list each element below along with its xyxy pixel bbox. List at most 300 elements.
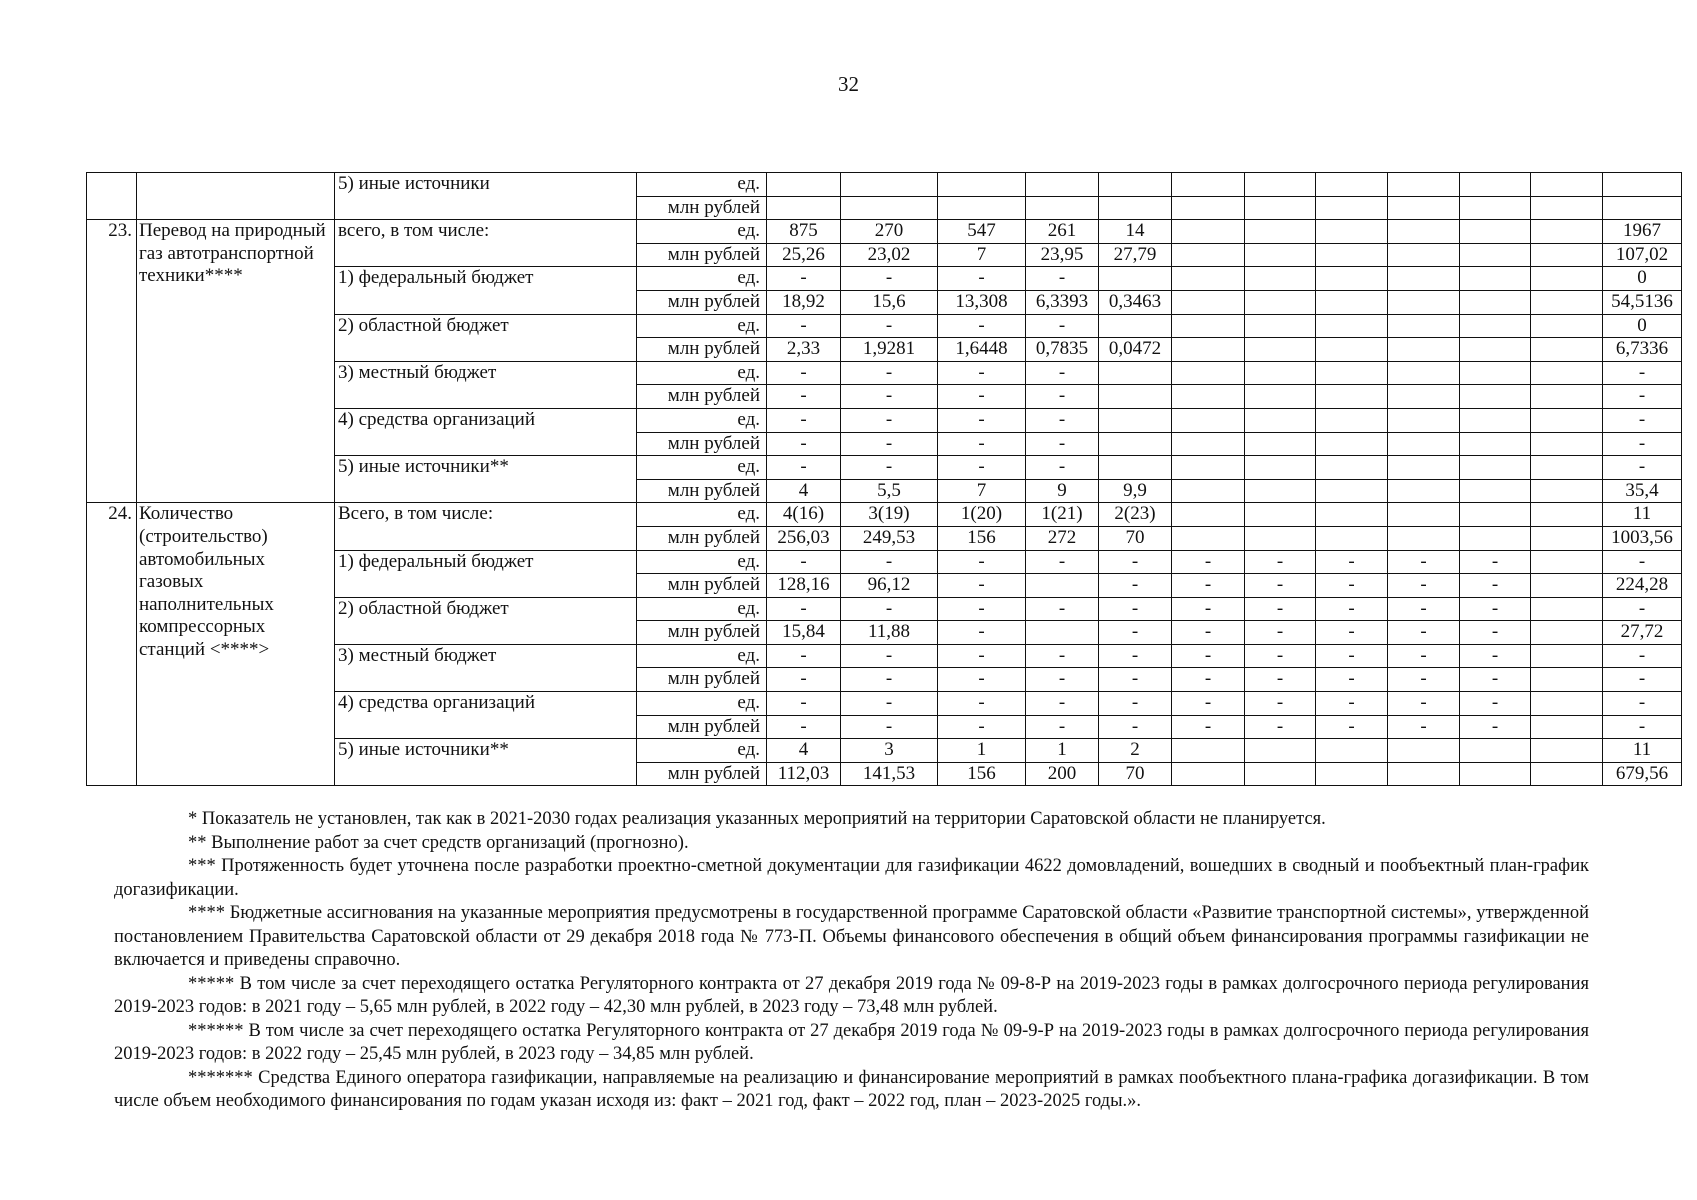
value-cell: 156 — [938, 762, 1026, 786]
value-cell: 1(20) — [938, 503, 1026, 527]
value-cell — [1388, 314, 1460, 338]
value-cell — [1460, 267, 1531, 291]
value-cell: - — [841, 597, 938, 621]
value-cell: - — [1245, 644, 1316, 668]
value-cell — [767, 196, 841, 220]
value-cell: - — [1460, 692, 1531, 716]
unit-cell: ед. — [637, 361, 767, 385]
value-cell — [1245, 762, 1316, 786]
value-cell: - — [1388, 668, 1460, 692]
value-cell: 2,33 — [767, 338, 841, 362]
value-cell: 141,53 — [841, 762, 938, 786]
value-cell: - — [1245, 597, 1316, 621]
funding-source: 5) иные источники** — [335, 739, 637, 786]
funding-source: 3) местный бюджет — [335, 361, 637, 408]
value-cell — [1388, 338, 1460, 362]
value-cell — [1245, 267, 1316, 291]
value-cell — [1026, 173, 1099, 197]
value-cell — [1460, 173, 1531, 197]
value-cell: - — [841, 668, 938, 692]
value-cell — [1316, 408, 1388, 432]
value-cell — [1172, 762, 1245, 786]
value-cell — [1172, 526, 1245, 550]
value-cell — [1172, 338, 1245, 362]
value-cell — [1316, 479, 1388, 503]
value-cell: - — [1460, 668, 1531, 692]
total-cell: 35,4 — [1603, 479, 1682, 503]
value-cell — [1172, 432, 1245, 456]
unit-cell: млн рублей — [637, 621, 767, 645]
value-cell — [1388, 526, 1460, 550]
value-cell: 23,02 — [841, 243, 938, 267]
value-cell: - — [841, 456, 938, 480]
unit-cell: млн рублей — [637, 668, 767, 692]
footnote: * Показатель не установлен, так как в 2021-2030 годах реализация указанных мероприятий на территории Саратовской области не планируется. — [188, 809, 1326, 829]
value-cell: - — [938, 432, 1026, 456]
total-cell: 679,56 — [1603, 762, 1682, 786]
value-cell: - — [1316, 715, 1388, 739]
value-cell: - — [1172, 550, 1245, 574]
value-cell — [1245, 526, 1316, 550]
value-cell: - — [1026, 644, 1099, 668]
value-cell — [1388, 408, 1460, 432]
unit-cell: ед. — [637, 644, 767, 668]
unit-cell: ед. — [637, 408, 767, 432]
value-cell: - — [841, 644, 938, 668]
value-cell: - — [767, 644, 841, 668]
value-cell — [1099, 267, 1172, 291]
value-cell — [1531, 762, 1603, 786]
value-cell — [1531, 597, 1603, 621]
value-cell: - — [1316, 644, 1388, 668]
total-cell: 1967 — [1603, 220, 1682, 244]
value-cell — [1603, 173, 1682, 197]
value-cell: 25,26 — [767, 243, 841, 267]
total-cell: - — [1603, 385, 1682, 409]
value-cell — [1316, 526, 1388, 550]
total-cell: - — [1603, 408, 1682, 432]
value-cell — [1172, 408, 1245, 432]
value-cell — [1531, 408, 1603, 432]
value-cell: 270 — [841, 220, 938, 244]
value-cell — [1172, 739, 1245, 763]
value-cell: - — [1388, 597, 1460, 621]
value-cell — [1460, 762, 1531, 786]
value-cell: - — [1099, 597, 1172, 621]
value-cell — [1316, 338, 1388, 362]
value-cell — [938, 173, 1026, 197]
value-cell: - — [1316, 574, 1388, 598]
value-cell: - — [1172, 644, 1245, 668]
value-cell: - — [1245, 668, 1316, 692]
value-cell — [1245, 432, 1316, 456]
value-cell — [1099, 456, 1172, 480]
unit-cell: ед. — [637, 550, 767, 574]
value-cell — [1460, 290, 1531, 314]
value-cell: - — [841, 267, 938, 291]
value-cell — [1099, 408, 1172, 432]
value-cell: - — [767, 432, 841, 456]
value-cell: 249,53 — [841, 526, 938, 550]
value-cell: - — [1316, 550, 1388, 574]
value-cell — [1388, 267, 1460, 291]
value-cell: 4 — [767, 739, 841, 763]
value-cell — [1245, 338, 1316, 362]
value-cell: - — [938, 574, 1026, 598]
value-cell — [1388, 196, 1460, 220]
footnote: ******* Средства Единого оператора газификации, направляемые на реализацию и финансирование мероприятий в рамках пообъектного плана-графика догазификации. В том числе объем необходимого финансирования по годам указан исходя из: факт – 2021 год, факт – 2022 год, план – 2023-2025 годы.». — [114, 1067, 1589, 1111]
value-cell: 6,3393 — [1026, 290, 1099, 314]
unit-cell: млн рублей — [637, 574, 767, 598]
value-cell — [1460, 385, 1531, 409]
total-cell: 107,02 — [1603, 243, 1682, 267]
funding-source: всего, в том числе: — [335, 220, 637, 267]
value-cell: - — [1388, 621, 1460, 645]
row-number: 24. — [87, 503, 137, 786]
footnote: ****** В том числе за счет переходящего остатка Регуляторного контракта от 27 декабря 2019 года № 09-9-Р на 2019-2023 годы в рамках долгосрочного периода регулирования 2019-2023 годов: в 2022 году – 25,45 млн рублей, в 2023 году – 34,85 млн рублей. — [114, 1020, 1589, 1064]
value-cell: 5,5 — [841, 479, 938, 503]
value-cell: - — [1460, 621, 1531, 645]
total-cell: - — [1603, 715, 1682, 739]
value-cell — [1460, 479, 1531, 503]
value-cell — [1316, 267, 1388, 291]
value-cell: - — [1388, 574, 1460, 598]
value-cell — [1099, 173, 1172, 197]
unit-cell: ед. — [637, 739, 767, 763]
value-cell: - — [767, 408, 841, 432]
value-cell — [1460, 526, 1531, 550]
value-cell: - — [841, 715, 938, 739]
value-cell: 200 — [1026, 762, 1099, 786]
value-cell: - — [1026, 408, 1099, 432]
page-number: 32 — [838, 72, 859, 96]
value-cell: - — [1172, 715, 1245, 739]
row-name: Перевод на природный газ автотранспортной техники**** — [137, 220, 335, 503]
value-cell: - — [1460, 715, 1531, 739]
value-cell — [1531, 621, 1603, 645]
value-cell: - — [767, 385, 841, 409]
value-cell: 13,308 — [938, 290, 1026, 314]
value-cell — [1531, 503, 1603, 527]
value-cell: - — [938, 456, 1026, 480]
value-cell: 547 — [938, 220, 1026, 244]
value-cell: - — [1172, 597, 1245, 621]
value-cell: - — [767, 361, 841, 385]
value-cell — [1316, 385, 1388, 409]
value-cell — [1316, 220, 1388, 244]
value-cell: - — [767, 597, 841, 621]
value-cell: 128,16 — [767, 574, 841, 598]
value-cell — [938, 196, 1026, 220]
value-cell: - — [767, 715, 841, 739]
value-cell: - — [1460, 574, 1531, 598]
value-cell — [1245, 314, 1316, 338]
value-cell: 2 — [1099, 739, 1172, 763]
value-cell — [1388, 503, 1460, 527]
value-cell — [1245, 456, 1316, 480]
value-cell — [1172, 290, 1245, 314]
value-cell — [1316, 456, 1388, 480]
source-cell: 5) иные источники — [335, 173, 637, 220]
value-cell — [1316, 739, 1388, 763]
unit-cell: млн рублей — [637, 385, 767, 409]
value-cell: 1,9281 — [841, 338, 938, 362]
value-cell — [1460, 314, 1531, 338]
value-cell — [1172, 314, 1245, 338]
value-cell: 0,3463 — [1099, 290, 1172, 314]
unit-cell: млн рублей — [637, 338, 767, 362]
value-cell: - — [1026, 597, 1099, 621]
value-cell — [1172, 243, 1245, 267]
total-cell: 6,7336 — [1603, 338, 1682, 362]
value-cell: - — [841, 692, 938, 716]
total-cell: 54,5136 — [1603, 290, 1682, 314]
value-cell — [1172, 479, 1245, 503]
value-cell — [1531, 668, 1603, 692]
value-cell: - — [1026, 361, 1099, 385]
funding-source: 4) средства организаций — [335, 408, 637, 455]
value-cell — [1531, 644, 1603, 668]
value-cell: 96,12 — [841, 574, 938, 598]
value-cell: 14 — [1099, 220, 1172, 244]
value-cell — [1388, 739, 1460, 763]
unit-cell: ед. — [637, 314, 767, 338]
row-name-cell — [137, 173, 335, 220]
value-cell — [1460, 408, 1531, 432]
value-cell: - — [1316, 597, 1388, 621]
total-cell: 1003,56 — [1603, 526, 1682, 550]
value-cell: - — [938, 621, 1026, 645]
value-cell — [1245, 739, 1316, 763]
total-cell: 27,72 — [1603, 621, 1682, 645]
value-cell: 7 — [938, 243, 1026, 267]
value-cell: 1,6448 — [938, 338, 1026, 362]
value-cell — [1531, 338, 1603, 362]
value-cell — [1460, 432, 1531, 456]
total-cell: 224,28 — [1603, 574, 1682, 598]
value-cell: - — [767, 668, 841, 692]
value-cell — [1026, 196, 1099, 220]
value-cell: - — [938, 361, 1026, 385]
value-cell: - — [1026, 550, 1099, 574]
value-cell — [1531, 267, 1603, 291]
value-cell: 70 — [1099, 526, 1172, 550]
unit-cell: млн рублей — [637, 196, 767, 220]
value-cell: - — [1245, 715, 1316, 739]
value-cell: 11,88 — [841, 621, 938, 645]
unit-cell: ед. — [637, 503, 767, 527]
value-cell: - — [1026, 668, 1099, 692]
value-cell: - — [1460, 644, 1531, 668]
value-cell — [1099, 196, 1172, 220]
value-cell — [1099, 314, 1172, 338]
value-cell: - — [1388, 692, 1460, 716]
total-cell: - — [1603, 692, 1682, 716]
value-cell — [1388, 762, 1460, 786]
value-cell — [1531, 432, 1603, 456]
value-cell: - — [1316, 692, 1388, 716]
total-cell: - — [1603, 668, 1682, 692]
value-cell — [1531, 173, 1603, 197]
value-cell — [1316, 762, 1388, 786]
value-cell: - — [841, 361, 938, 385]
value-cell — [1460, 503, 1531, 527]
unit-cell: ед. — [637, 220, 767, 244]
funding-source: 3) местный бюджет — [335, 644, 637, 691]
value-cell: - — [1245, 621, 1316, 645]
value-cell: - — [938, 668, 1026, 692]
value-cell: - — [767, 267, 841, 291]
value-cell: - — [1026, 314, 1099, 338]
value-cell — [1099, 432, 1172, 456]
value-cell: - — [841, 408, 938, 432]
unit-cell: млн рублей — [637, 526, 767, 550]
value-cell: 1 — [1026, 739, 1099, 763]
value-cell: - — [1316, 668, 1388, 692]
unit-cell: млн рублей — [637, 432, 767, 456]
value-cell — [1316, 196, 1388, 220]
unit-cell: ед. — [637, 267, 767, 291]
footnote: **** Бюджетные ассигнования на указанные мероприятия предусмотрены в государственной программе Саратовской области «Развитие транспортной системы», утвержденной постановлением Правительства Саратовской области от 29 декабря 2018 года № 773-П. Объемы финансового обеспечения в общий объем финансирования программы газификации не включается и приведены справочно. — [114, 903, 1589, 970]
unit-cell: млн рублей — [637, 715, 767, 739]
value-cell: - — [1099, 550, 1172, 574]
value-cell: - — [1099, 715, 1172, 739]
value-cell — [1388, 243, 1460, 267]
value-cell: - — [1172, 574, 1245, 598]
value-cell: - — [938, 715, 1026, 739]
value-cell: - — [767, 456, 841, 480]
value-cell: - — [841, 432, 938, 456]
value-cell: 0,0472 — [1099, 338, 1172, 362]
total-cell: - — [1603, 361, 1682, 385]
row-number-cell — [87, 173, 137, 220]
value-cell: - — [841, 314, 938, 338]
value-cell: - — [841, 550, 938, 574]
value-cell — [1245, 408, 1316, 432]
value-cell: - — [1460, 597, 1531, 621]
funding-source: Всего, в том числе: — [335, 503, 637, 550]
total-cell: - — [1603, 550, 1682, 574]
footnote: ** Выполнение работ за счет средств организаций (прогнозно). — [188, 832, 689, 853]
value-cell: - — [1026, 715, 1099, 739]
unit-cell: ед. — [637, 456, 767, 480]
value-cell — [1316, 314, 1388, 338]
value-cell — [1245, 361, 1316, 385]
value-cell: 2(23) — [1099, 503, 1172, 527]
value-cell — [1172, 196, 1245, 220]
value-cell — [1531, 692, 1603, 716]
value-cell — [1245, 503, 1316, 527]
value-cell — [841, 196, 938, 220]
value-cell: 0,7835 — [1026, 338, 1099, 362]
row-number: 23. — [87, 220, 137, 503]
total-cell: - — [1603, 432, 1682, 456]
value-cell — [1026, 621, 1099, 645]
value-cell: - — [767, 550, 841, 574]
value-cell: - — [1026, 456, 1099, 480]
value-cell — [1603, 196, 1682, 220]
footnote: ***** В том числе за счет переходящего остатка Регуляторного контракта от 27 декабря 2019 года № 09-8-Р на 2019-2023 годы в рамках долгосрочного периода регулирования 2019-2023 годов: в 2021 году – 5,65 млн рублей, в 2022 году – 42,30 млн рублей, в 2023 году – 73,48 млн рублей. — [114, 973, 1589, 1017]
value-cell — [1531, 243, 1603, 267]
value-cell: - — [938, 644, 1026, 668]
value-cell — [1460, 243, 1531, 267]
value-cell — [1531, 456, 1603, 480]
value-cell — [1245, 220, 1316, 244]
value-cell: - — [938, 692, 1026, 716]
total-cell: 11 — [1603, 739, 1682, 763]
value-cell: 23,95 — [1026, 243, 1099, 267]
value-cell — [1388, 456, 1460, 480]
value-cell: - — [1388, 550, 1460, 574]
value-cell — [1531, 196, 1603, 220]
value-cell — [1388, 479, 1460, 503]
value-cell: - — [938, 550, 1026, 574]
value-cell: - — [1245, 550, 1316, 574]
value-cell — [1388, 173, 1460, 197]
value-cell: 112,03 — [767, 762, 841, 786]
value-cell — [1245, 385, 1316, 409]
value-cell — [1316, 290, 1388, 314]
value-cell: - — [1099, 644, 1172, 668]
value-cell — [1388, 432, 1460, 456]
value-cell: - — [1026, 385, 1099, 409]
value-cell: 3 — [841, 739, 938, 763]
value-cell: - — [1099, 621, 1172, 645]
value-cell — [1245, 290, 1316, 314]
value-cell: 1(21) — [1026, 503, 1099, 527]
value-cell — [1172, 503, 1245, 527]
unit-cell: млн рублей — [637, 243, 767, 267]
footnote: *** Протяженность будет уточнена после разработки проектно-сметной документации для газификации 4622 домовладений, вошедших в сводный и пообъектный план-график догазификации. — [114, 856, 1589, 900]
value-cell — [1531, 290, 1603, 314]
funding-source: 4) средства организаций — [335, 692, 637, 739]
value-cell — [1531, 314, 1603, 338]
value-cell: - — [1388, 715, 1460, 739]
value-cell — [1245, 196, 1316, 220]
value-cell — [1099, 361, 1172, 385]
table-row — [87, 503, 1682, 527]
value-cell: 70 — [1099, 762, 1172, 786]
value-cell — [1460, 338, 1531, 362]
value-cell — [1460, 220, 1531, 244]
value-cell: - — [1316, 621, 1388, 645]
value-cell: 9,9 — [1099, 479, 1172, 503]
unit-cell: млн рублей — [637, 762, 767, 786]
value-cell: 1 — [938, 739, 1026, 763]
value-cell — [1460, 196, 1531, 220]
value-cell — [1531, 220, 1603, 244]
value-cell — [1388, 361, 1460, 385]
unit-cell: ед. — [637, 173, 767, 197]
value-cell: - — [1026, 692, 1099, 716]
value-cell — [1531, 550, 1603, 574]
total-cell: 11 — [1603, 503, 1682, 527]
value-cell: - — [1172, 692, 1245, 716]
value-cell: 3(19) — [841, 503, 938, 527]
funding-source: 1) федеральный бюджет — [335, 550, 637, 597]
value-cell — [1245, 479, 1316, 503]
value-cell — [1026, 574, 1099, 598]
value-cell — [1245, 173, 1316, 197]
value-cell: - — [1245, 574, 1316, 598]
value-cell — [1531, 385, 1603, 409]
value-cell — [1460, 361, 1531, 385]
value-cell — [1172, 267, 1245, 291]
value-cell: - — [938, 385, 1026, 409]
value-cell: 256,03 — [767, 526, 841, 550]
value-cell — [1460, 739, 1531, 763]
unit-cell: ед. — [637, 597, 767, 621]
